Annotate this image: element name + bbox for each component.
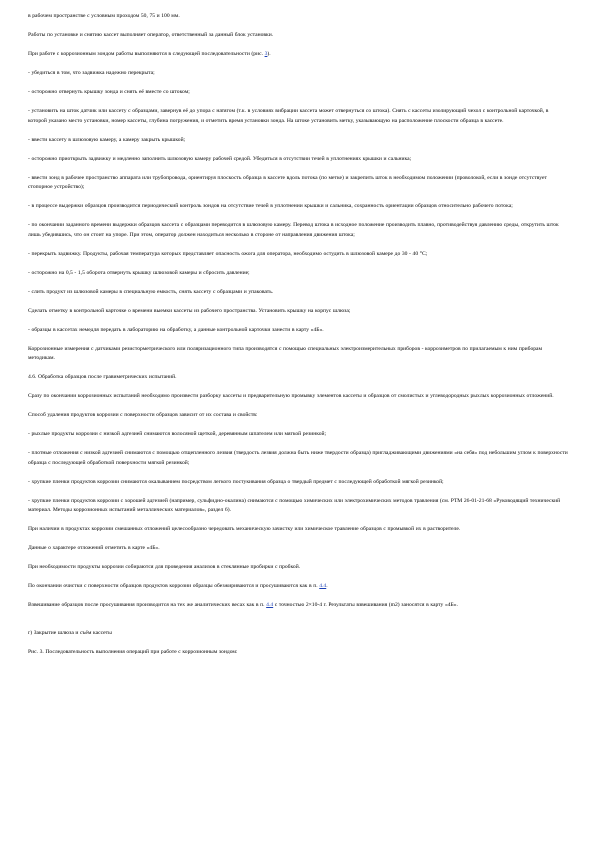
paragraph-text: Способ удаления продуктов коррозии с поверхности образцов зависит от их состава и свойств: bbox=[28, 412, 258, 418]
paragraph-28 bbox=[28, 582, 568, 592]
paragraph-22 bbox=[28, 449, 568, 468]
paragraph-16 bbox=[28, 326, 568, 336]
paragraph-11 bbox=[28, 221, 568, 240]
paragraph-26 bbox=[28, 544, 568, 554]
paragraph-text: г) Закрытие шлюза и съём кассеты bbox=[28, 629, 112, 636]
paragraph-text: - по окончании заданного времени выдержки образцов кассета с образцами переводится в шлюзовую камеру. Перевод штока в исходное положение производить плавно, противодействуя давлению среды, открутить шток лишь убедившись, что он стоит на упоре. При этом, оператор должен находиться несколько в стороне от направления движения штока; bbox=[28, 222, 559, 238]
paragraph-text: Рис. 3. Последовательность выполнения операций при работе с коррозионным зондом: bbox=[28, 648, 238, 655]
paragraph-text: - хрупкие пленки продуктов коррозии с хорошей адгезией (например, сульфидно-окалина) снимаются с помощью химических или электрохимических методов травления (см. РТМ 26-01-21-68 «Руководящий технический материал. Методы коррозионных испытаний металлических материалов», раздел 6). bbox=[28, 497, 561, 513]
paragraph-8 bbox=[28, 155, 568, 165]
paragraph-3 bbox=[28, 50, 568, 60]
paragraph-2 bbox=[28, 31, 568, 41]
paragraph-text: - осторожно на 0,5 - 1,5 оборота отвернуть крышку шлюзовой камеры и сбросить давление; bbox=[28, 269, 250, 276]
paragraph-text: - убедиться в том, что задвижка надежно перекрыта; bbox=[28, 70, 155, 76]
paragraph-27 bbox=[28, 563, 568, 573]
paragraph-text-after: ). bbox=[267, 51, 271, 57]
paragraph-text: Сделать отметку в контрольной карточке о времени выемки кассеты из рабочего пространства. Установить крышку на корпус шлюза; bbox=[28, 307, 351, 314]
paragraph-text: - ввести кассету в шлюзовую камеру, а камеру закрыть крышкой; bbox=[28, 136, 186, 143]
paragraph-15 bbox=[28, 307, 568, 317]
paragraph-7 bbox=[28, 136, 568, 146]
section-heading-4-6 bbox=[28, 373, 568, 383]
paragraph-19 bbox=[28, 392, 568, 402]
paragraph-text: - плотные отложения с низкой адгезией снимаются с помощью отщепленного лезвия (твердость лезвия должна быть ниже твердости образца) пригладживающими движениями «на себя» под небольшим углом к поверхности образца с последующей обработкой поверхности мягкой резинкой; bbox=[28, 450, 568, 466]
paragraph-text: По окончании очистки с поверхности образцов продуктов коррозии образцы обезжириваются и просушиваются как в п. bbox=[28, 583, 320, 589]
paragraph-text: - установить на шток датчик или кассету с образцами, завернув её до упора с натягом (т.к. в условиях вибрации кассета может отвернуться со штока). Снять с кассеты изолирующий чехол с контрольной карточкой, в которой указано место установки, номер кассеты, глубина погружения, и отметить время установки зонда. На штоке установить метку, указывающую на расположение плоскости образца в кассете. bbox=[28, 108, 549, 124]
paragraph-9 bbox=[28, 174, 568, 193]
paragraph-text: - ввести зонд в рабочее пространство аппарата или трубопровода, ориентируя плоскость образца в кассете вдоль потока (по метке) и закрепить шток в необходимом положении (проволокой, если в зонде отсутствует стопорное устройство); bbox=[28, 174, 547, 190]
paragraph-text-after: с точностью 2×10-4 г. Результаты взвешивания (m2) заносятся в карту «4Б». bbox=[273, 602, 458, 608]
paragraph-24 bbox=[28, 497, 568, 516]
paragraph-5 bbox=[28, 88, 568, 98]
figure-caption bbox=[28, 648, 568, 658]
paragraph-text: Работы по установке и снятию кассет выполняет оператор, ответственный за данный блок установки. bbox=[28, 32, 274, 38]
paragraph-text: При наличии в продуктах коррозии смешанных отложений целесообразно чередовать механическую зачистку или химическое травление образцов с промывкой их в растворителе. bbox=[28, 526, 461, 532]
paragraph-text: - рыхлые продукты коррозии с низкой адгезией снимаются волосяной щеткой, деревянным шпателем или мягкой резинкой; bbox=[28, 431, 327, 437]
paragraph-text: - образцы в кассетах немедля передать в лабораторию на обработку, а данные контрольной карточки занести в карту «4Б». bbox=[28, 326, 324, 333]
paragraph-23 bbox=[28, 478, 568, 488]
section-4-4-link[interactable]: 4.4 bbox=[319, 583, 327, 589]
paragraph-text: При работе с коррозионным зондом работы выполняются в следующей последовательности (рис. bbox=[28, 51, 265, 57]
figure-3-link[interactable]: 3 bbox=[264, 51, 268, 57]
paragraph-12 bbox=[28, 250, 568, 260]
paragraph-25 bbox=[28, 525, 568, 535]
paragraph-text-after: . bbox=[326, 583, 328, 589]
paragraph-text: При необходимости продукты коррозии собираются для проведения анализов в стеклянные пробирки с пробкой. bbox=[28, 564, 301, 570]
paragraph-text: - перекрыть задвижку. Продукты, рабочая температура которых представляет опасность ожога для оператора, необходимо остудить в шлюзовой камере до 30 - 40 °С; bbox=[28, 250, 428, 257]
paragraph-20 bbox=[28, 411, 568, 421]
section-4-4-link[interactable]: 4.4 bbox=[266, 602, 274, 608]
paragraph-29 bbox=[28, 601, 568, 611]
paragraph-17 bbox=[28, 345, 568, 364]
paragraph-text: - в процессе выдержки образцов производится периодический контроль зондов на отсутствие течей в уплотнении крышки и сальника, сохранность ориентации образцов относительно рабочего потока; bbox=[28, 203, 513, 209]
paragraph-text: Данные о характере отложений отметить в карте «4Б». bbox=[28, 545, 160, 551]
paragraph-text: в рабочем пространстве с условным проходом 50, 75 и 100 мм. bbox=[28, 13, 180, 19]
paragraph-text: - слить продукт из шлюзовой камеры в специальную емкость, снять кассету с образцами и упаковать. bbox=[28, 288, 274, 295]
paragraph-1 bbox=[28, 12, 568, 22]
paragraph-10 bbox=[28, 202, 568, 212]
paragraph-text: - хрупкие пленки продуктов коррозии снимаются окалыванием посредством легкого постукивания образца о твердый предмет с последующей обработкой мягкой резинкой; bbox=[28, 478, 444, 485]
paragraph-6 bbox=[28, 107, 568, 126]
document-page bbox=[28, 12, 568, 667]
paragraph-14 bbox=[28, 288, 568, 298]
paragraph-text: Взвешивание образцов после просушивания производится на тех же аналитических весах как в п. bbox=[28, 602, 267, 608]
figure-subcaption bbox=[28, 629, 568, 639]
paragraph-13 bbox=[28, 269, 568, 279]
paragraph-text: Коррозионные измерения с датчиками резисторметрического или поляризационного типа производятся с помощью специальных электроизмерительных приборов - коррозиметров по прилагаемым к ним приборам методикам. bbox=[28, 345, 543, 361]
paragraph-21 bbox=[28, 430, 568, 440]
paragraph-text: 4.6. Обработка образцов после гравиметрических испытаний. bbox=[28, 374, 177, 380]
paragraph-text: - осторожно приоткрыть задвижку и медленно заполнить шлюзовую камеру рабочей средой. Убедиться в отсутствии течей в уплотнениях крышки и сальника; bbox=[28, 155, 412, 162]
paragraph-text: Сразу по окончании коррозионных испытаний необходимо произвести разборку кассеты и предварительную промывку элементов кассеты и образцов от смолистых и углеводородных рыхлых коррозионных отложений. bbox=[28, 393, 554, 399]
paragraph-4 bbox=[28, 69, 568, 79]
paragraph-text: - осторожно отвернуть крышку зонда и снять её вместе со штоком; bbox=[28, 89, 190, 95]
